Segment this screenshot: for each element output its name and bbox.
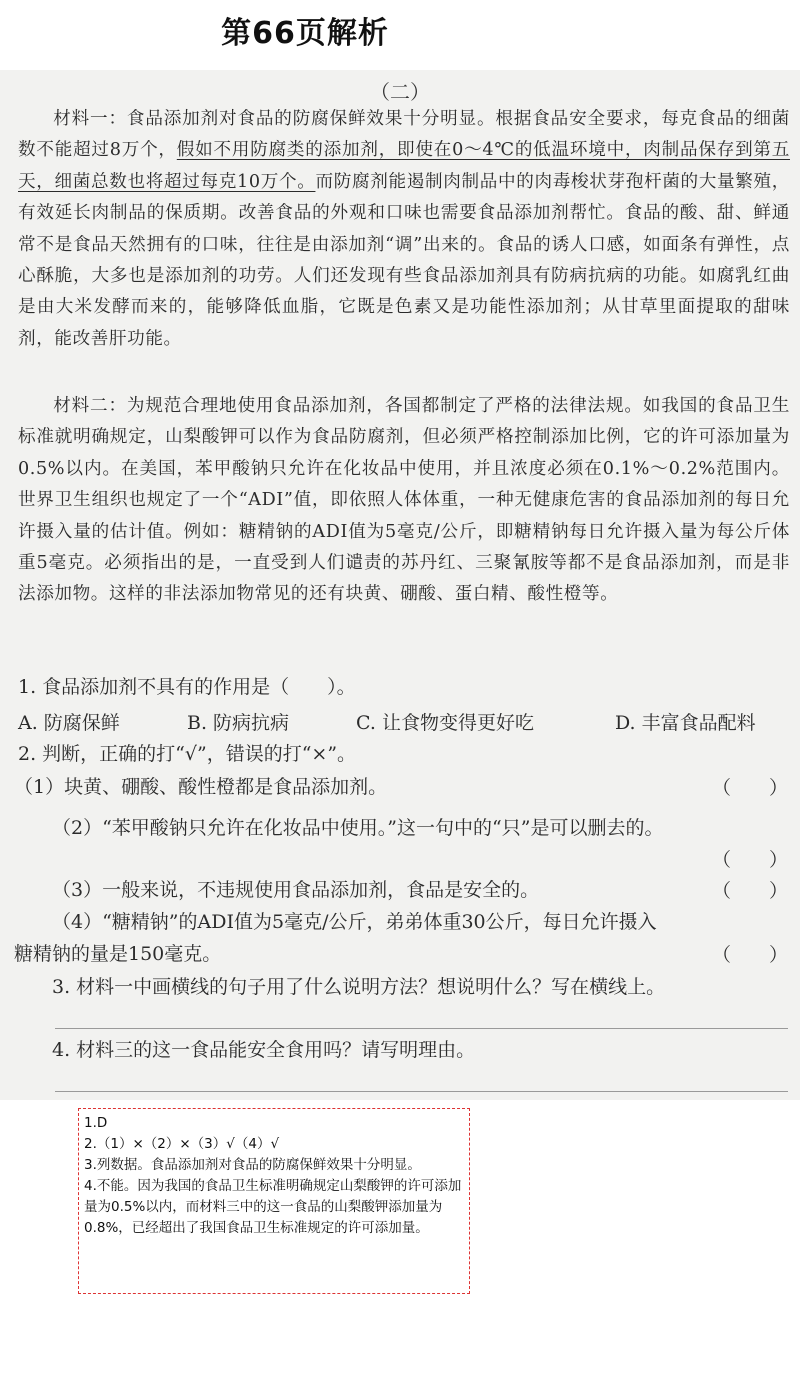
question-1: 1. 食品添加剂不具有的作用是（ ）。 (18, 676, 356, 698)
question-1-option-d: D. 丰富食品配料 (615, 712, 756, 734)
question-3: 3. 材料一中画横线的句子用了什么说明方法？想说明什么？写在横线上。 (52, 976, 666, 998)
material-one-text-a: 材料一：食品添加剂对食品的防腐保鲜效果十分明显。根据食品安全要求，每克食品的细菌数不能超过8万个， (18, 109, 790, 161)
section-heading: （二） (370, 80, 430, 104)
material-one-paragraph (18, 104, 790, 355)
question-2: 2. 判断，正确的打“√”，错误的打“×”。 (18, 743, 357, 765)
page-title: 第66页解析 (221, 16, 389, 51)
answer-2: 2.（1）×（2）×（3）√（4）√ (84, 1136, 280, 1152)
answer-3: 3.列数据。食品添加剂对食品的防腐保鲜效果十分明显。 (84, 1157, 421, 1173)
answer-4: 4.不能。因为我国的食品卫生标准明确规定山梨酸钾的许可添加量为0.5%以内，而材料三中的这一食品的山梨酸钾添加量为0.8%，已经超出了我国食品卫生标准规定的许可添加量。 (84, 1178, 462, 1236)
question-1-option-a: A. 防腐保鲜 (18, 712, 120, 734)
question-1-option-c: C. 让食物变得更好吃 (356, 712, 534, 734)
question-2-item-1: （1）块黄、硼酸、酸性橙都是食品添加剂。 (14, 776, 388, 798)
answer-paren-3: （ ） (712, 880, 789, 902)
material-two-paragraph: 材料二：为规范合理地使用食品添加剂，各国都制定了严格的法律法规。如我国的食品卫生标准就明确规定，山梨酸钾可以作为食品防腐剂，但必须严格控制添加比例，它的许可添加量为0.5%以内。在美国，苯甲酸钠只允许在化妆品中使用，并且浓度必须在0.1%～0.2%范围内。世界卫生组织也规定了一个“ADI”值，即依照人体体重，一种无健康危害的食品添加剂的每日允许摄入量的估计值。例如：糖精钠的ADI值为5毫克/公斤，即糖精钠每日允许摄入量为每公斤体重5毫克。必须指出的是，一直受到人们谴责的苏丹红、三聚氰胺等都不是食品添加剂，而是非法添加物。这样的非法添加物常见的还有块黄、硼酸、蛋白精、酸性橙等。 (18, 396, 790, 605)
answer-paren-2: （ ） (712, 849, 789, 871)
question-2-item-4: （4）“糖精钠”的ADI值为5毫克/公斤，弟弟体重30公斤，每日允许摄入 (52, 911, 657, 933)
question-2-item-4-continued: 糖精钠的量是150毫克。 (14, 943, 222, 965)
question-2-item-2: （2）“苯甲酸钠只允许在化妆品中使用。”这一句中的“只”是可以删去的。 (52, 817, 664, 839)
answer-line-3 (55, 1028, 788, 1029)
answer-paren-4: （ ） (712, 944, 789, 966)
question-1-option-b: B. 防病抗病 (187, 712, 290, 734)
question-2-item-3: （3）一般来说，不违规使用食品添加剂，食品是安全的。 (52, 879, 540, 901)
answer-paren-1: （ ） (712, 777, 789, 799)
answer-1: 1.D (84, 1115, 108, 1131)
answer-key-box (78, 1108, 470, 1294)
question-4: 4. 材料三的这一食品能安全食用吗？请写明理由。 (52, 1039, 476, 1061)
answer-line-4 (55, 1091, 788, 1092)
material-one-text-b: 而防腐剂能遏制肉制品中的肉毒梭状芽孢杆菌的大量繁殖，有效延长肉制品的保质期。改善食品的外观和口味也需要食品添加剂帮忙。食品的酸、甜、鲜通常不是食品天然拥有的口味，往往是由添加剂“调”出来的。食品的诱人口感，如面条有弹性，点心酥脆，大多也是添加剂的功劳。人们还发现有些食品添加剂具有防病抗病的功能。如腐乳红曲是由大米发酵而来的，能够降低血脂，它既是色素又是功能性添加剂；从甘草里面提取的甜味剂，能改善肝功能。 (18, 171, 790, 349)
material-one-underlined-sentence: 假如不用防腐类的添加剂，即使在0～4℃的低温环境中，肉制品保存到第五天，细菌总数也将超过每克10万个。 (18, 140, 790, 192)
